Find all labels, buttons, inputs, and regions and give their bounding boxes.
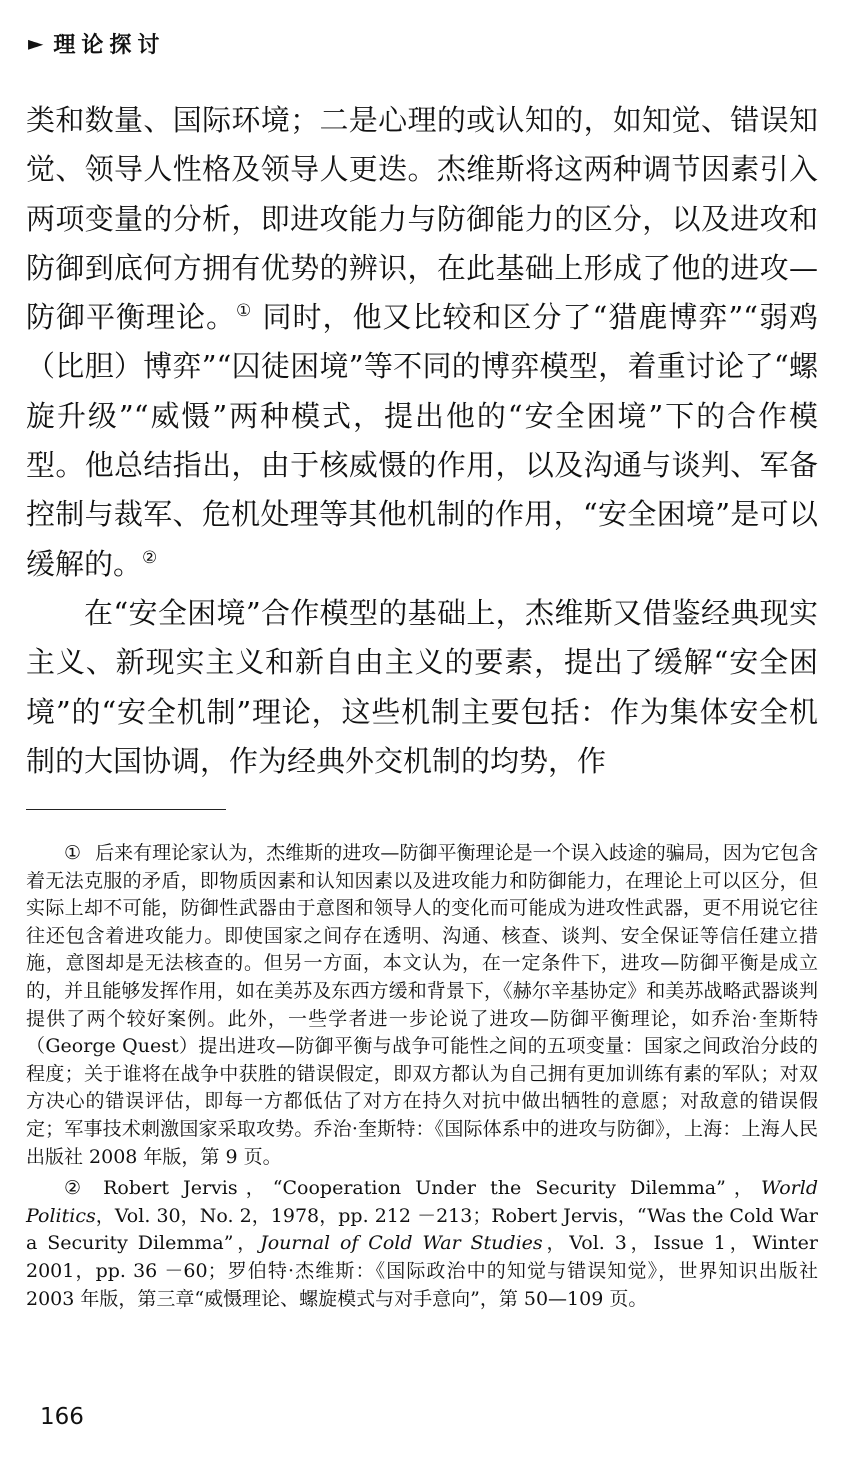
footnote-ref-2[interactable]: ② (142, 547, 158, 568)
footnote-2-text-2: ，Vol. 30，No. 2，1978，pp. 212 －213；Robert Jervis，“Was the Cold War a Security Dilemma”， (26, 1204, 818, 1255)
footnote-2 (26, 1175, 818, 1313)
footnote-2-number: ② (64, 1177, 90, 1200)
triangle-marker-icon: ► (28, 31, 44, 55)
paragraph-1-part-b: 同时，他又比较和区分了“猎鹿博弈”“弱鸡（比胆）博弈”“囚徒困境”等不同的博弈模型，着重讨论了“螺旋升级”“威慑”两种模式，提出他的“安全困境”下的合作模型。他总结指出，由于核威慑的作用，以及沟通与谈判、军备控制与裁军、危机处理等其他机制的作用，“安全困境”是可以缓解的。 (26, 300, 818, 581)
footnote-1 (26, 840, 818, 1171)
paragraph-2: 在“安全困境”合作模型的基础上，杰维斯又借鉴经典现实主义、新现实主义和新自由主义的要素，提出了缓解“安全困境”的“安全机制”理论，这些机制主要包括：作为集体安全机制的大国协调，作为经典外交机制的均势，作 (26, 595, 818, 778)
paragraph-1 (26, 96, 818, 589)
running-header (28, 26, 165, 60)
footnote-1-number: ① (64, 842, 82, 864)
footnote-1-text: 后来有理论家认为，杰维斯的进攻—防御平衡理论是一个误入歧途的骗局，因为它包含着无法克服的矛盾，即物质因素和认知因素以及进攻能力和防御能力，在理论上可以区分，但实际上却不可能，防御性武器由于意图和领导人的变化而可能成为进攻性武器，更不用说它往往还包含着进攻能力。即使国家之间存在透明、沟通、核查、谈判、安全保证等信任建立措施，意图却是无法核查的。但另一方面，本文认为，在一定条件下，进攻—防御平衡是成立的，并且能够发挥作用，如在美苏及东西方缓和背景下，《赫尔辛基协定》和美苏战略武器谈判提供了两个较好案例。此外，一些学者进一步论说了进攻—防御平衡理论，如乔治·奎斯特（George Quest）提出进攻—防御平衡与战争可能性之间的五项变量：国家之间政治分歧的程度；关于谁将在战争中获胜的错误假定，即双方都认为自己拥有更加训练有素的军队；对双方决心的错误评估，即每一方都低估了对方在持久对抗中做出牺牲的意愿；对敌意的错误假定；军事技术刺激国家采取攻势。乔治·奎斯特：《国际体系中的进攻与防御》，上海：上海人民出版社 2008 年版，第 9 页。 (26, 842, 818, 1168)
footnote-2-text-3: ，Vol. 3，Issue 1，Winter 2001，pp. 36 －60；罗伯特·杰维斯：《国际政治中的知觉与错误知觉》，世界知识出版社 2003 年版，第三章“威慑理论、螺旋模式与对手意向”，第 50—109 页。 (26, 1232, 818, 1310)
paragraph-1-part-a: 类和数量、国际环境；二是心理的或认知的，如知觉、错误知觉、领导人性格及领导人更迭。杰维斯将这两种调节因素引入两项变量的分析，即进攻能力与防御能力的区分，以及进攻和防御到底何方拥有优势的辨识，在此基础上形成了他的进攻—防御平衡理论。 (26, 103, 818, 335)
page-number: 166 (40, 1404, 84, 1430)
footnote-2-text-1: Robert Jervis，“Cooperation Under the Security Dilemma”， (103, 1177, 761, 1200)
journal-title-world-politics: World Politics (26, 1177, 818, 1227)
main-text (26, 96, 818, 786)
footnote-divider (26, 809, 226, 810)
section-title: 理论探讨 (53, 32, 166, 58)
footnote-ref-1[interactable]: ① (236, 301, 253, 322)
footnotes (26, 840, 818, 1317)
journal-title-cold-war-studies: Journal of Cold War Studies (260, 1232, 543, 1255)
